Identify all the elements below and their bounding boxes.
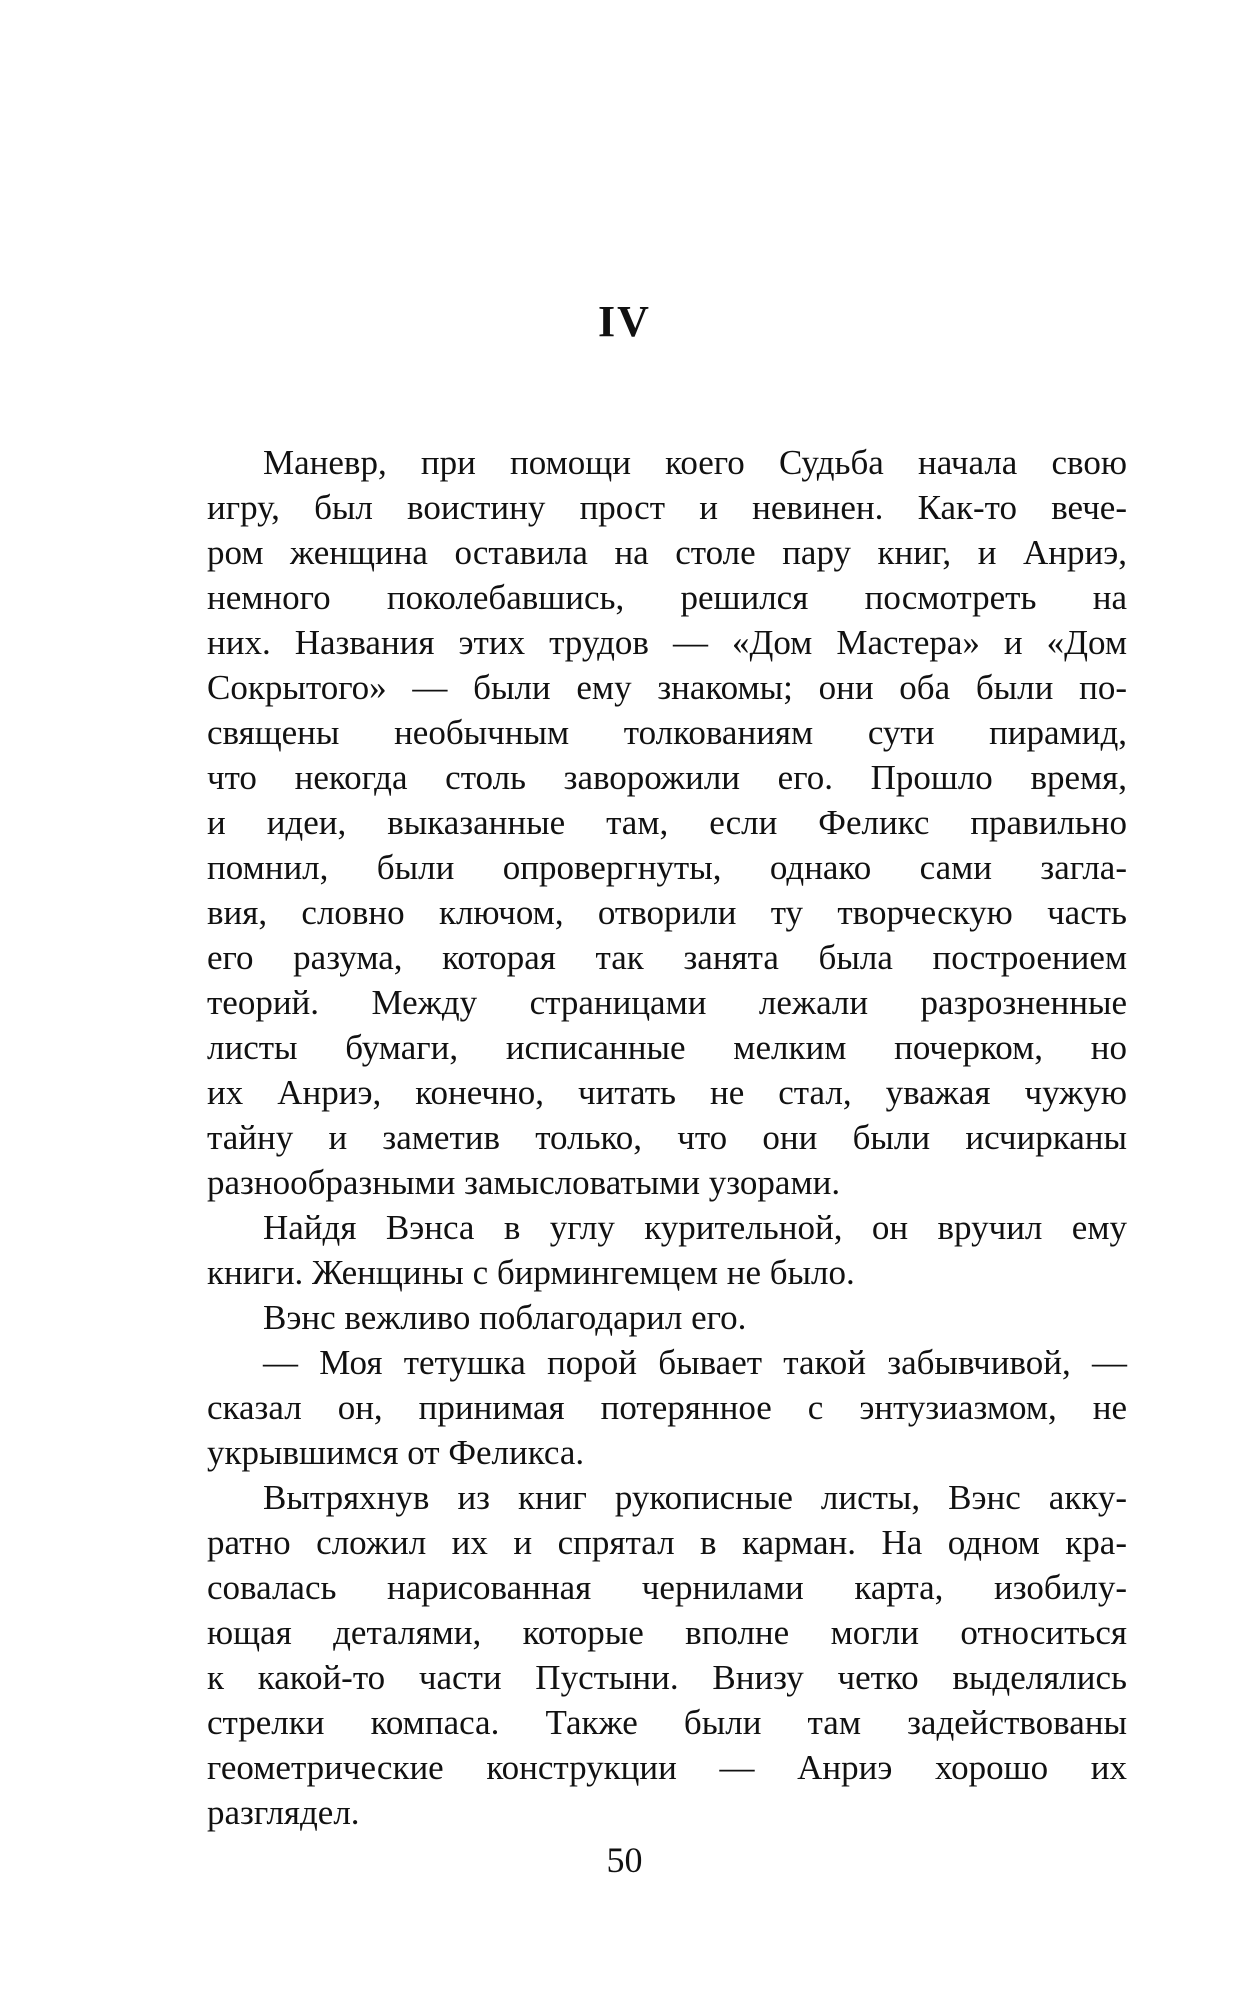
text-line: разнообразными замысловатыми узорами. xyxy=(207,1163,841,1202)
text-line: вия, словно ключом, отворили ту творческую часть xyxy=(207,893,1127,932)
page-number: 50 xyxy=(606,1840,643,1880)
body-text xyxy=(207,440,1127,1835)
text-line: разглядел. xyxy=(207,1793,360,1832)
text-line: их Анриэ, конечно, читать не стал, уважая чужую xyxy=(207,1073,1127,1112)
text-line: Найдя Вэнса в углу курительной, он вручил ему xyxy=(263,1208,1127,1247)
text-line: и идеи, выказанные там, если Феликс правильно xyxy=(207,803,1127,842)
text-line: ром женщина оставила на столе пару книг, и Анриэ, xyxy=(207,533,1127,572)
text-line: геометрические конструкции — Анриэ хорошо их xyxy=(207,1748,1127,1787)
text-line: Вэнс вежливо поблагодарил его. xyxy=(263,1298,747,1337)
text-line: помнил, были опровергнуты, однако сами загла- xyxy=(207,848,1127,887)
text-line: ющая деталями, которые вполне могли относиться xyxy=(207,1613,1127,1652)
text-line: игру, был воистину прост и невинен. Как-то вече- xyxy=(207,488,1127,527)
text-line: тайну и заметив только, что они были исчирканы xyxy=(207,1118,1127,1157)
text-line: Сокрытого» — были ему знакомы; они оба были по- xyxy=(207,668,1127,707)
text-line: к какой-то части Пустыни. Внизу четко выделялись xyxy=(207,1658,1127,1697)
text-line: — Моя тетушка порой бывает такой забывчивой, — xyxy=(263,1343,1127,1382)
text-line: Вытряхнув из книг рукописные листы, Вэнс акку- xyxy=(263,1478,1127,1517)
text-line: немного поколебавшись, решился посмотреть на xyxy=(207,578,1127,617)
text-line: листы бумаги, исписанные мелким почерком, но xyxy=(207,1028,1127,1067)
text-line: сказал он, принимая потерянное с энтузиазмом, не xyxy=(207,1388,1127,1427)
text-line: священы необычным толкованиям сути пирамид, xyxy=(207,713,1127,752)
text-line: книги. Женщины с бирмингемцем не было. xyxy=(207,1253,855,1292)
text-line: теорий. Между страницами лежали разрозненные xyxy=(207,983,1127,1022)
text-line: стрелки компаса. Также были там задействованы xyxy=(207,1703,1127,1742)
text-line: них. Названия этих трудов — «Дом Мастера» и «Дом xyxy=(207,623,1127,662)
text-line: Маневр, при помощи коего Судьба начала свою xyxy=(263,443,1127,482)
text-line: укрывшимся от Феликса. xyxy=(207,1433,585,1472)
text-line: ратно сложил их и спрятал в карман. На одном кра- xyxy=(207,1523,1127,1562)
text-line: что некогда столь заворожили его. Прошло время, xyxy=(207,758,1127,797)
text-line: его разума, которая так занята была построением xyxy=(207,938,1127,977)
text-line: совалась нарисованная чернилами карта, изобилу- xyxy=(207,1568,1127,1607)
chapter-heading: IV xyxy=(598,297,651,346)
